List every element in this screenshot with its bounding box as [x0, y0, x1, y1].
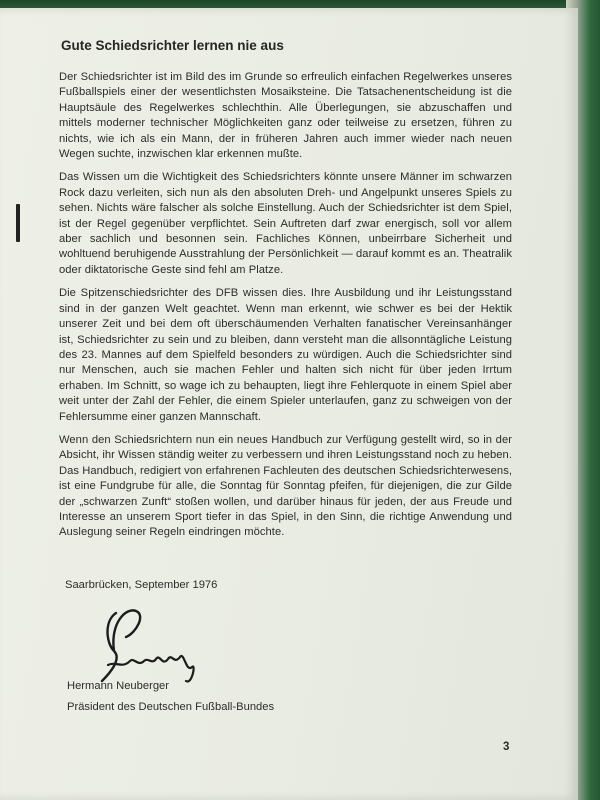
place-date: Saarbrücken, September 1976: [65, 579, 218, 591]
paragraph-3: Die Spitzenschiedsrichter des DFB wissen dies. Ihre Ausbildung und ihr Leistungsstand sind in der ganzen Welt geachtet. Wenn man erkennt, wie schwer es bei der Hektik unserer Zeit und bei dem oft überschäumenden Verhalten fanatischer Vereinsanhänger ist, Schiedsrichter zu sein und zu bleiben, dann versteht man die allsonntägliche Leistung des 23. Mannes auf dem Spielfeld besonders zu würdigen. Auch die Schiedsrichter sind nur Menschen, auch sie machen Fehler und halten sich nicht für über jeden Irrtum erhaben. Im Schnitt, so wage ich zu behaupten, liegt ihre Fehlerquote in einem Spiel aber weit unter der Zahl der Fehler, die einem Spieler unterlaufen, ganz zu schweigen von der Fehlersumme einer ganzen Mannschaft.: [59, 287, 512, 423]
signer-name: Hermann Neuberger: [67, 680, 169, 692]
page-content: [59, 38, 512, 549]
book-page: [0, 8, 578, 800]
signer-title: Präsident des Deutschen Fußball-Bundes: [67, 701, 275, 713]
binding-mark: [16, 204, 20, 242]
paragraph-2: Das Wissen um die Wichtigkeit des Schiedsrichters könnte unsere Männer im schwarzen Rock dazu verleiten, sich nun als den absoluten Dreh- und Angelpunkt unseres Spiels zu sehen. Nichts wäre falscher als solche Einstellung. Auch der Schiedsrichter ist dem Spiel, ist der Regel gegenüber verpflichtet. Sein Auftreten darf zwar energisch, soll vor allem aber sachlich und besonnen sein. Fachliches Können, unbeirrbare Sicherheit und wohltuend beruhigende Ausstrahlung der Persönlichkeit — darauf kommt es an. Theatralik oder diktatorische Geste sind fehl am Platze.: [59, 171, 512, 276]
page-number: 3: [503, 741, 510, 753]
page-title: Gute Schiedsrichter lernen nie aus: [61, 38, 284, 53]
paragraph-4: Wenn den Schiedsrichtern nun ein neues Handbuch zur Verfügung gestellt wird, so in der Absicht, ihr Wissen ständig weiter zu verbessern und ihren Leistungsstand noch zu heben. Das Handbuch, redigiert von erfahrenen Fachleuten des deutschen Schiedsrichterwesens, ist eine Fundgrube für alle, die Sonntag für Sonntag pfeifen, für diejenigen, die zur Gilde der „schwarzen Zunft“ stoßen wollen, und darüber hinaus für jeden, der aus Freude und Interesse an unserem Sport tiefer in das Spiel, in den Sinn, die richtige Anwendung und Auslegung seiner Regeln eindringen möchte.: [59, 433, 512, 539]
paragraph-1: Der Schiedsrichter ist im Bild des im Grunde so erfreulich einfachen Regelwerkes unseres Fußballspiels einer der wesentlichsten Mosaiksteine. Die Tatsachenentscheidung ist die Hauptsäule des Regelwerkes schlechthin. Alle Überlegungen, sie abzuschaffen und mittels moderner technischer Möglichkeiten ganz oder teilweise zu ersetzen, führen zu nichts, wie ich als ein Mann, der in früheren Jahren auch immer wieder nach neuen Wegen suchte, inzwischen klar erkennen mußte.: [59, 71, 512, 161]
handwritten-signature: [96, 603, 206, 688]
